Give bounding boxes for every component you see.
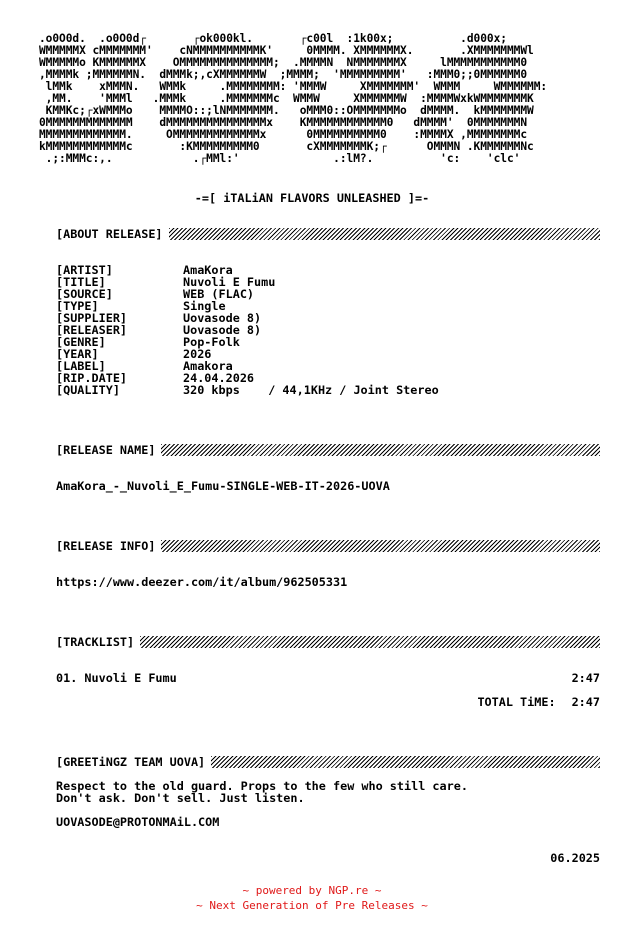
tagline: -=[ iTALiAN FLAVORS UNLEASHED ]=-: [194, 191, 430, 205]
detail-key: [RIP.DATE]: [56, 371, 128, 385]
ascii-logo: .o0O0d. .o0O0d┌ ┌ok000kl. ┌c00l :1k00x; .d000x; WMMMMMX cMMMMMMM' cNMMMMMMMMMMK' 0MMMM. XMMMMMMX. .XMMMMMMMWl WMMMMMo KMMMMMMX OMMMMMMMMMMMMMM; .MMMMN NMMMMMMMX lMMMMMMMMMMM0 ,MMMMk ;MMMMMMN. dMMMk;,cXMMMMMMW ;MMMM; 'MMMMMMMMM' :MMM0;;0MMMMMM0 lMMk xMMMN. WMMk .MMMMMMMM: 'MMMW XMMMMMMM' WMMM WMMMMMM: ,MM. 'MMMl .MMMk .MMMMMMMc WMMW XMMMMMMW :MMMMWxkWMMMMMMMK KMMKc;┌xWMMMo MMMMO::;lNMMMMMMM. oMMM0::OMMMMMMMo dMMMM. kMMMMMMMW 0MMMMMMMMMMMMM dMMMMMMMMMMMMMMMx KMMMMMMMMMMMM0 dMMMM' 0MMMMMMMN MMMMMMMMMMMMM. OMMMMMMMMMMMMMx 0MMMMMMMMMM0 :MMMMX ,MMMMMMMMc kMMMMMMMMMMMMc :KMMMMMMMMM0 cXMMMMMMMK;┌ OMMMN .KMMMMMMNc .;:MMMc:,. .┌MMl:' .:lM?. 'c: 'clc': [39, 32, 548, 165]
greetings-line-2: Don't ask. Don't sell. Just listen.: [56, 791, 305, 805]
about-release-label: [ABOUT RELEASE]: [56, 227, 163, 241]
release-name-header: [56, 443, 600, 457]
detail-row-source: [56, 288, 439, 300]
detail-key: [GENRE]: [56, 335, 106, 349]
track-duration: 2:47: [571, 671, 600, 685]
footer-powered-by[interactable]: ~ powered by NGP.re ~: [242, 884, 382, 897]
detail-value: 320 kbps / 44,1KHz / Joint Stereo: [183, 383, 439, 397]
detail-value: AmaKora: [183, 263, 233, 277]
detail-row-quality: [56, 384, 439, 396]
tracklist-label: [TRACKLIST]: [56, 635, 135, 649]
detail-key: [ARTIST]: [56, 263, 113, 277]
detail-row-year: [56, 348, 439, 360]
detail-value: WEB (FLAC): [183, 287, 255, 301]
contact-email[interactable]: UOVASODE@PROTONMAiL.COM: [56, 815, 220, 829]
track-row: [56, 672, 600, 684]
greetings-line-1: Respect to the old guard. Props to the few who still care.: [56, 779, 468, 793]
section-divider-hatch: [211, 756, 600, 768]
greetings-header: [56, 755, 600, 769]
footer-tagline: ~ Next Generation of Pre Releases ~: [196, 899, 428, 912]
detail-value: 24.04.2026: [183, 371, 255, 385]
detail-row-releaser: [56, 324, 439, 336]
greetings-label: [GREETiNGZ TEAM UOVA]: [56, 755, 206, 769]
detail-value: Uovasode 8): [183, 323, 262, 337]
release-info-label: [RELEASE INFO]: [56, 539, 156, 553]
detail-value: Nuvoli E Fumu: [183, 275, 276, 289]
section-divider-hatch: [161, 444, 600, 456]
release-name-label: [RELEASE NAME]: [56, 443, 156, 457]
detail-key: [LABEL]: [56, 359, 106, 373]
detail-value: Pop-Folk: [183, 335, 240, 349]
total-time-label: TOTAL TiME:: [477, 695, 556, 709]
release-name-value: AmaKora_-_Nuvoli_E_Fumu-SINGLE-WEB-IT-2026-UOVA: [56, 479, 390, 493]
release-details-table: [56, 264, 439, 396]
release-info-url[interactable]: https://www.deezer.com/it/album/962505331: [56, 575, 348, 589]
detail-key: [TITLE]: [56, 275, 106, 289]
detail-key: [YEAR]: [56, 347, 99, 361]
total-time-row: [477, 696, 600, 708]
detail-key: [SOURCE]: [56, 287, 113, 301]
detail-key: [TYPE]: [56, 299, 99, 313]
tracklist-header: [56, 635, 600, 649]
release-info-header: [56, 539, 600, 553]
track-title: 01. Nuvoli E Fumu: [56, 671, 177, 685]
detail-key: [RELEASER]: [56, 323, 128, 337]
nfo-date: 06.2025: [550, 851, 600, 865]
section-divider-hatch: [161, 540, 600, 552]
detail-value: 2026: [183, 347, 212, 361]
detail-key: [QUALITY]: [56, 383, 120, 397]
detail-key: [SUPPLIER]: [56, 311, 128, 325]
about-release-header: [56, 227, 600, 241]
total-time-value: 2:47: [571, 695, 600, 709]
detail-value: Uovasode 8): [183, 311, 262, 325]
section-divider-hatch: [169, 228, 600, 240]
section-divider-hatch: [140, 636, 600, 648]
detail-row-genre: [56, 336, 439, 348]
detail-value: Amakora: [183, 359, 233, 373]
detail-value: Single: [183, 299, 226, 313]
